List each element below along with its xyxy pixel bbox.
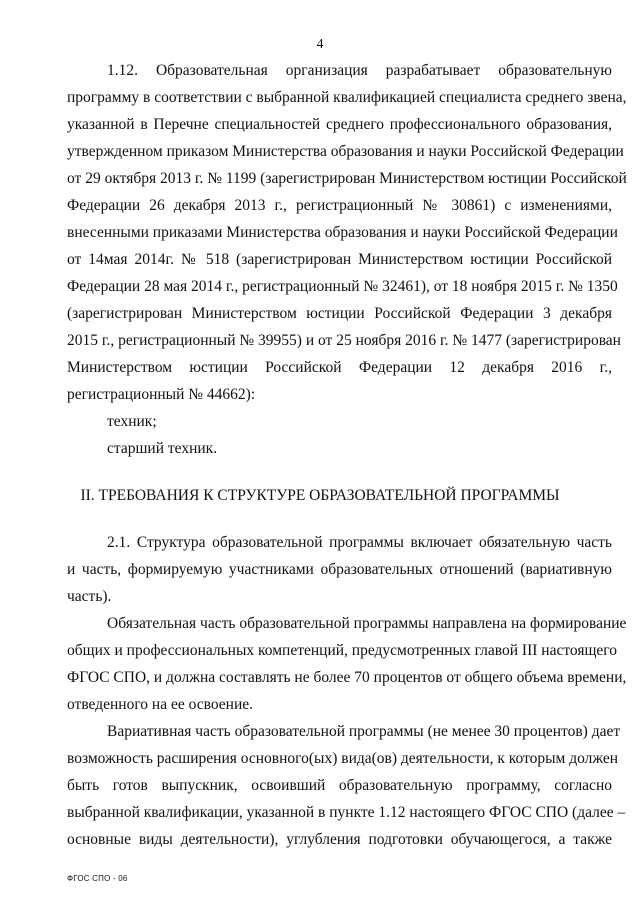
paragraph-1-12-line: указанной в Перечне специальностей среднего профессионального образования,	[67, 116, 612, 133]
variable-part-line: Вариативная часть образовательной программы (не менее 30 процентов) дает	[107, 723, 621, 740]
qualification-item: старший техник.	[107, 440, 218, 457]
paragraph-1-12-line: 1.12. Образовательная организация разрабатывает образовательную	[107, 62, 612, 79]
mandatory-part-line: отведенного на ее освоение.	[67, 696, 253, 713]
section-heading: II. ТРЕБОВАНИЯ К СТРУКТУРЕ ОБРАЗОВАТЕЛЬНОЙ ПРОГРАММЫ	[80, 487, 560, 504]
paragraph-1-12-line: 2015 г., регистрационный № 39955) и от 25 ноября 2016 г. № 1477 (зарегистрирован	[67, 332, 621, 349]
paragraph-1-12-line: от 29 октября 2013 г. № 1199 (зарегистрирован Министерством юстиции Российской	[67, 170, 627, 187]
footer-code: ФГОС СПО - 06	[67, 874, 128, 883]
mandatory-part-line: Обязательная часть образовательной программы направлена на формирование	[107, 615, 627, 632]
paragraph-2-1-line: и часть, формируемую участниками образовательных отношений (вариативную	[67, 561, 612, 578]
paragraph-2-1-line: часть).	[67, 588, 112, 605]
variable-part-line: выбранной квалификации, указанной в пункте 1.12 настоящего ФГОС СПО (далее –	[67, 804, 626, 821]
paragraph-1-12-line: регистрационный № 44662):	[67, 386, 256, 403]
paragraph-1-12-line: от 14мая 2014г. № 518 (зарегистрирован Министерством юстиции Российской	[67, 251, 612, 268]
paragraph-2-1-line: 2.1. Структура образовательной программы включает обязательную часть	[107, 534, 612, 551]
qualification-item: техник;	[107, 413, 157, 430]
variable-part-line: возможность расширения основного(ых) вида(ов) деятельности, к которым должен	[67, 750, 619, 767]
paragraph-1-12-line: Министерством юстиции Российской Федерации 12 декабря 2016 г.,	[67, 359, 612, 376]
paragraph-1-12-line: внесенными приказами Министерства образования и науки Российской Федерации	[67, 224, 618, 241]
paragraph-1-12-line: Федерации 26 декабря 2013 г., регистрационный № 30861) с изменениями,	[67, 197, 612, 214]
paragraph-1-12-line: Федерации 28 мая 2014 г., регистрационный № 32461), от 18 ноября 2015 г. № 1350	[67, 278, 618, 295]
page-number: 4	[316, 37, 324, 52]
paragraph-1-12-line: (зарегистрирован Министерством юстиции Российской Федерации 3 декабря	[67, 305, 612, 322]
variable-part-line: основные виды деятельности), углубления подготовки обучающегося, а также	[67, 831, 612, 848]
mandatory-part-line: ФГОС СПО, и должна составлять не более 70 процентов от общего объема времени,	[67, 669, 627, 686]
paragraph-1-12-line: программу в соответствии с выбранной квалификацией специалиста среднего звена,	[67, 89, 627, 106]
variable-part-line: быть готов выпускник, освоивший образовательную программу, согласно	[67, 777, 612, 794]
paragraph-1-12-line: утвержденном приказом Министерства образования и науки Российской Федерации	[67, 143, 624, 160]
mandatory-part-line: общих и профессиональных компетенций, предусмотренных главой III настоящего	[67, 642, 618, 659]
